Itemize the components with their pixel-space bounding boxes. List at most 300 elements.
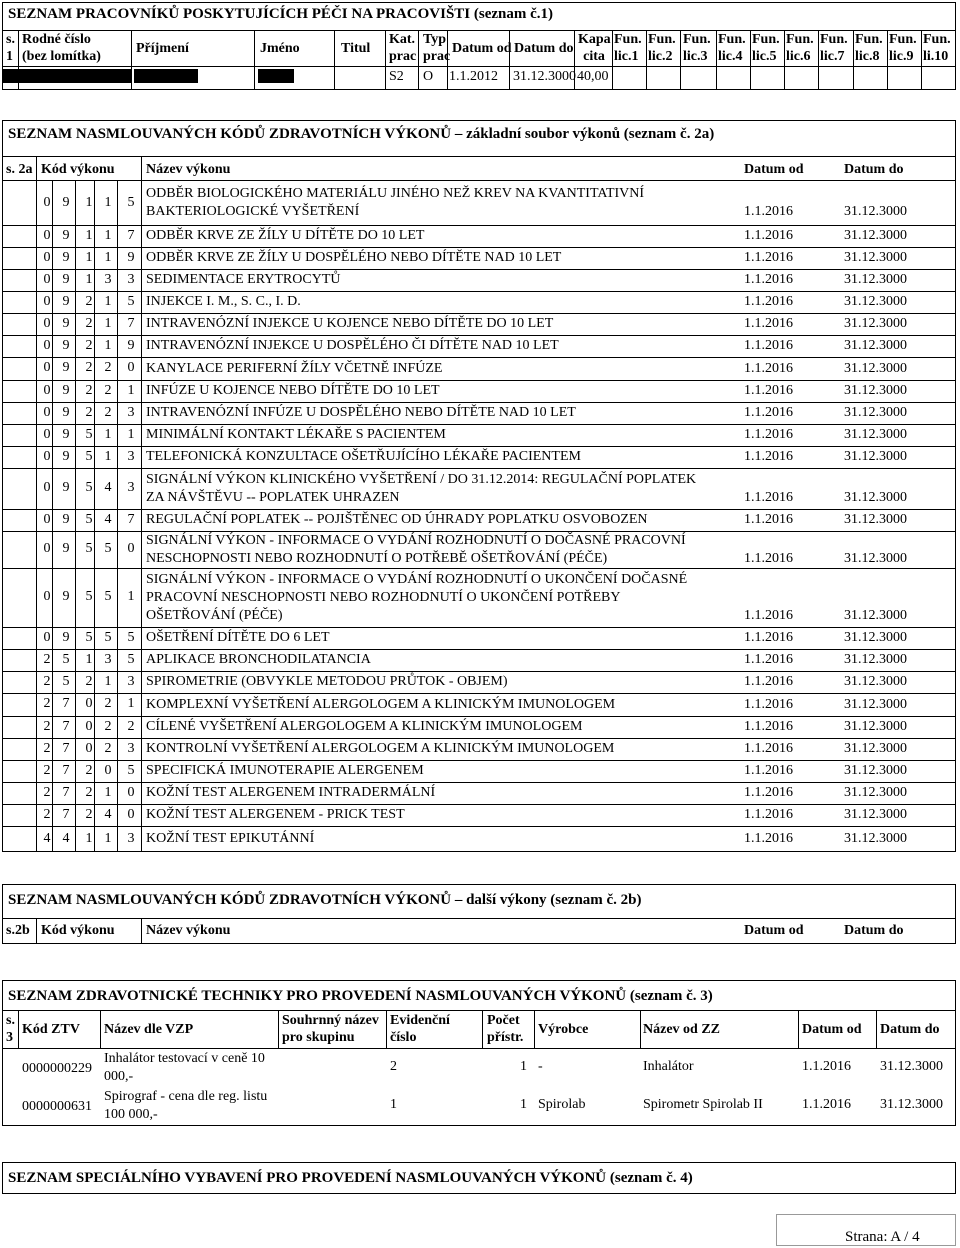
code-digit: 2 [127,719,135,734]
s1-col-line [334,30,335,90]
s3-col-line [278,1010,279,1048]
code-digit: 0 [43,228,51,243]
code-digit-divider [75,649,76,671]
row-typ: O [423,69,434,84]
row-datum-od: 1.1.2016 [744,294,793,309]
code-digit: 1 [104,427,112,442]
row-datum-do: 31.12.3000 [844,551,907,566]
code-digit: 5 [85,512,93,527]
row-divider [2,380,956,381]
col-divider [36,760,37,782]
row-name: KOŽNÍ TEST ALERGENEM INTRADERMÁLNÍ [146,785,436,800]
code-digit: 0 [43,338,51,353]
row-kat: S2 [389,69,404,84]
s3-col-line [640,1010,641,1048]
code-digit: 2 [104,741,112,756]
code-digit: 5 [85,541,93,556]
row-divider [2,247,956,248]
row-datum-do: 31.12.3000 [844,361,907,376]
code-digit: 0 [43,383,51,398]
code-digit-divider [75,738,76,760]
row-datum-do: 31.12.3000 [844,383,907,398]
header-fun-lic-7 [820,31,848,65]
code-digit-divider [117,291,118,313]
header-nazev-zz: Název od ZZ [643,1022,720,1037]
code-digit: 2 [85,785,93,800]
code-digit: 7 [127,316,135,331]
code-digit-divider [117,225,118,247]
lic-label: lic.6 [786,49,811,64]
code-digit: 9 [62,383,70,398]
row-nazev-1: Inhalátor testovací v ceně 10 [104,1051,265,1066]
row-datum-od: 1.1.2016 [744,551,793,566]
code-digit: 5 [85,630,93,645]
row-divider [2,760,956,761]
header-titul: Titul [341,41,371,56]
row-datum-od: 1.1.2016 [744,272,793,287]
row-datum-do: 31.12.3000 [844,250,907,265]
row-divider [2,826,956,827]
row-name: INTRAVENÓZNÍ INJEKCE U DOSPĚLÉHO ČI DÍTĚTE NAD 10 LET [146,338,559,353]
code-digit: 0 [43,541,51,556]
code-digit-divider [117,826,118,852]
code-digit: 2 [43,719,51,734]
col-divider [36,509,37,531]
section-1-title: SEZNAM PRACOVNÍKŮ POSKYTUJÍCÍCH PÉČI NA PRACOVIŠTI (seznam č.1) [8,6,554,22]
code-digit-divider [117,402,118,424]
row-divider [2,693,956,694]
row-datum-od: 1.1.2016 [744,719,793,734]
code-digit: 2 [85,383,93,398]
row-datum-do: 31.12.3000 [844,608,907,623]
s1-col-line [750,30,751,90]
header-datum-od: Datum od [744,162,804,177]
col-divider [36,468,37,509]
code-digit: 5 [85,427,93,442]
code-digit-divider [75,225,76,247]
col-divider [141,738,142,760]
header-fun-lic-10 [923,31,951,65]
code-digit: 0 [43,316,51,331]
row-nazev-1: Spirograf - cena dle reg. listu [104,1089,268,1104]
header-jmeno: Jméno [260,41,300,56]
code-digit: 2 [85,360,93,375]
header-datum-od: Datum od [802,1022,862,1037]
code-digit: 4 [104,512,112,527]
row-divider [2,671,956,672]
s1-col-line [680,30,681,90]
code-digit: 0 [43,272,51,287]
s3-col-line [100,1010,101,1048]
code-digit: 1 [127,589,135,604]
code-digit-divider [117,380,118,402]
s1-col-line [818,30,819,90]
row-divider [2,313,956,314]
col-divider [36,531,37,568]
code-digit-divider [75,693,76,716]
code-digit: 2 [43,763,51,778]
code-digit: 0 [43,589,51,604]
row-kapacita: 40,00 [577,69,609,84]
col-divider [141,468,142,509]
code-digit-divider [117,804,118,826]
lic-label: lic.7 [820,49,845,64]
row-datum-do: 31.12.3000 [844,338,907,353]
row-divider [2,446,956,447]
row-datum-od: 1.1.2016 [744,763,793,778]
col-divider [141,693,142,716]
code-digit: 7 [62,741,70,756]
row-datum-od: 1.1.2012 [449,69,498,84]
code-digit-divider [75,181,76,225]
header-fun-lic-3 [683,31,711,65]
code-digit: 5 [62,674,70,689]
code-digit: 1 [104,316,112,331]
code-digit: 1 [104,195,112,210]
s1-col-line [646,30,647,90]
code-digit-divider [75,380,76,402]
code-digit: 1 [127,696,135,711]
code-digit: 2 [43,785,51,800]
header-datum-od: Datum od [452,41,512,56]
row-name: SPECIFICKÁ IMUNOTERAPIE ALERGENEM [146,763,424,778]
code-digit-divider [117,671,118,693]
col-divider [36,446,37,468]
row-datum-do: 31.12.3000 [844,316,907,331]
row-datum-od: 1.1.2016 [744,405,793,420]
row-divider [2,627,956,628]
col-divider [141,509,142,531]
redacted-rodne-cislo [3,69,131,83]
code-digit: 0 [127,541,135,556]
header-fun-lic-5 [752,31,780,65]
header-datum-do: Datum do [880,1022,940,1037]
col-divider [36,380,37,402]
col-divider [141,181,142,225]
row-divider [2,738,956,739]
row-datum-do: 31.12.3000 [844,807,907,822]
code-digit: 5 [104,589,112,604]
col-divider [36,269,37,291]
col-divider [36,247,37,269]
section-4-title: SEZNAM SPECIÁLNÍHO VYBAVENÍ PRO PROVEDENÍ NASMLOUVANÝCH VÝKONŮ (seznam č. 4) [8,1170,693,1186]
code-digit: 2 [43,696,51,711]
code-digit: 7 [62,785,70,800]
code-digit-divider [117,760,118,782]
code-digit-divider [75,568,76,627]
lic-label: lic.3 [683,49,708,64]
code-digit: 9 [62,272,70,287]
code-digit: 9 [62,360,70,375]
code-digit-divider [117,424,118,446]
code-digit: 9 [62,316,70,331]
code-digit-divider [117,738,118,760]
row-datum-od: 1.1.2016 [744,674,793,689]
fun-label: Fun. [786,32,814,47]
header-nazev: Název výkonu [146,923,231,938]
code-digit: 0 [104,763,112,778]
col-divider [36,568,37,627]
code-digit: 1 [85,228,93,243]
code-digit-divider [117,357,118,380]
row-datum-do: 31.12.3000 [844,674,907,689]
header-pocet: Počet přístr. [487,1013,524,1045]
code-digit-divider [75,424,76,446]
row-datum-od: 1.1.2016 [744,383,793,398]
row-datum-od: 1.1.2016 [744,449,793,464]
header-datum-do: Datum do [514,41,574,56]
col-divider [36,225,37,247]
code-digit: 1 [127,427,135,442]
col-divider [141,649,142,671]
code-digit: 2 [85,763,93,778]
row-datum-od: 1.1.2016 [744,512,793,527]
row-name: CÍLENÉ VYŠETŘENÍ ALERGOLOGEM A KLINICKÝM IMUNOLOGEM [146,719,583,734]
code-digit-divider [117,509,118,531]
code-digit: 0 [43,195,51,210]
code-digit: 3 [127,674,135,689]
code-digit: 3 [127,405,135,420]
redacted-jmeno [258,69,294,83]
code-digit: 2 [104,696,112,711]
header-prijmeni: Příjmení [136,41,189,56]
header-fun-lic-2 [648,31,676,65]
code-digit: 9 [127,338,135,353]
code-digit-divider [75,782,76,804]
code-digit: 0 [43,512,51,527]
fun-label: Fun. [889,32,917,47]
code-digit: 1 [104,785,112,800]
section-2b-title: SEZNAM NASMLOUVANÝCH KÓDŮ ZDRAVOTNÍCH VÝKONŮ – další výkony (seznam č. 2b) [8,892,642,908]
col-divider [36,671,37,693]
col-divider [141,291,142,313]
col-divider [36,693,37,716]
code-digit-divider [117,335,118,357]
row-name: ZA NÁVŠTĚVU -- POPLATEK UHRAZEN [146,490,400,505]
row-name: TELEFONICKÁ KONZULTACE OŠETŘUJÍCÍHO LÉKAŘE PACIENTEM [146,449,581,464]
code-digit: 1 [85,195,93,210]
code-digit-divider [75,269,76,291]
col-divider [141,826,142,852]
header-sn: s. 1 [6,32,15,64]
code-digit: 9 [62,541,70,556]
code-digit: 0 [43,427,51,442]
row-datum-do: 31.12.3000 [844,697,907,712]
row-name: ODBĚR KRVE ZE ŽÍLY U DOSPĚLÉHO NEBO DÍTĚTE NAD 10 LET [146,250,562,265]
row-datum-do: 31.12.3000 [844,490,907,505]
col-divider [36,738,37,760]
code-digit: 5 [85,589,93,604]
code-digit: 0 [127,785,135,800]
code-digit: 0 [43,630,51,645]
row-divider [2,424,956,425]
code-digit-divider [75,446,76,468]
lic-label: lic.9 [889,49,914,64]
code-digit: 5 [127,630,135,645]
row-datum-do: 31.12.3000 [844,630,907,645]
row-divider [2,357,956,358]
code-digit-divider [75,247,76,269]
code-digit: 0 [43,480,51,495]
code-digit-divider [75,357,76,380]
code-digit: 2 [43,674,51,689]
code-digit: 5 [104,541,112,556]
row-divider [2,335,956,336]
code-digit: 2 [43,652,51,667]
row-nazev-zz: Inhalátor [643,1059,694,1074]
col-divider [36,649,37,671]
code-digit: 9 [62,630,70,645]
row-name: KOŽNÍ TEST EPIKUTÁNNÍ [146,831,315,846]
code-digit: 3 [127,272,135,287]
col-divider [141,335,142,357]
redacted-prijmeni [134,69,198,83]
code-digit: 5 [85,480,93,495]
code-digit: 7 [127,512,135,527]
row-datum-do: 31.12.3000 [844,405,907,420]
header-kapacita: Kapa cita [578,32,611,64]
code-digit: 3 [127,480,135,495]
code-digit: 1 [104,831,112,846]
row-divider [2,269,956,270]
fun-label: Fun. [648,32,676,47]
row-evid: 2 [390,1059,397,1074]
fun-label: Fun. [683,32,711,47]
row-name: OŠETŘOVÁNÍ (PÉČE) [146,608,283,623]
code-digit: 1 [104,294,112,309]
code-digit: 4 [62,831,70,846]
code-digit: 1 [85,272,93,287]
section-3-title: SEZNAM ZDRAVOTNICKÉ TECHNIKY PRO PROVEDENÍ NASMLOUVANÝCH VÝKONŮ (seznam č. 3) [8,988,713,1004]
row-datum-od: 1.1.2016 [744,427,793,442]
code-digit: 0 [43,250,51,265]
s3-col-line [798,1010,799,1048]
s1-col-line [385,30,386,90]
s3-col-line [18,1010,19,1048]
code-digit-divider [75,826,76,852]
col-divider [141,402,142,424]
row-divider [2,509,956,510]
code-digit: 2 [85,674,93,689]
lic-label: li.10 [923,49,949,64]
code-digit-divider [75,716,76,738]
code-digit-divider [75,468,76,509]
header-datum-do: Datum do [844,162,904,177]
row-kod-ztv: 0000000631 [22,1099,92,1114]
header-fun-lic-9 [889,31,917,65]
s1-col-line [716,30,717,90]
fun-label: Fun. [820,32,848,47]
fun-label: Fun. [923,32,951,47]
row-name: KANYLACE PERIFERNÍ ŽÍLY VČETNĚ INFÚZE [146,361,443,376]
code-digit-divider [75,402,76,424]
code-digit-divider [117,247,118,269]
code-digit: 0 [85,741,93,756]
code-digit-divider [117,531,118,568]
header-rodne-cislo: Rodné číslo (bez lomítka) [22,32,101,64]
code-digit-divider [75,671,76,693]
header-fun-lic-8 [855,31,883,65]
row-datum-od: 1.1.2016 [744,361,793,376]
code-digit: 2 [85,807,93,822]
lic-label: lic.2 [648,49,673,64]
code-digit: 5 [62,652,70,667]
col-divider [141,627,142,649]
header-typ-prac: Typ prac [423,32,451,64]
row-datum-od: 1.1.2016 [744,316,793,331]
row-name: ODBĚR KRVE ZE ŽÍLY U DÍTĚTE DO 10 LET [146,228,425,243]
row-datum-od: 1.1.2016 [802,1097,851,1112]
code-digit: 9 [62,228,70,243]
row-datum-od: 1.1.2016 [744,785,793,800]
code-digit-divider [117,269,118,291]
code-digit: 9 [62,338,70,353]
code-digit: 1 [104,338,112,353]
s3-col-line [534,1010,535,1048]
header-vyrobce: Výrobce [538,1022,589,1037]
code-digit-divider [75,760,76,782]
row-pocet: 1 [520,1097,527,1112]
col-divider [36,402,37,424]
fun-label: Fun. [855,32,883,47]
col-divider [141,804,142,826]
row-divider [2,716,956,717]
row-divider [2,568,956,569]
row-datum-od: 1.1.2016 [744,228,793,243]
code-digit: 7 [127,228,135,243]
code-digit: 4 [104,807,112,822]
row-datum-do: 31.12.3000 [844,785,907,800]
row-nazev-zz: Spirometr Spirolab II [643,1097,763,1112]
code-digit: 0 [43,405,51,420]
code-digit: 0 [43,294,51,309]
code-digit: 3 [104,652,112,667]
s1-col-line [131,30,132,90]
code-digit: 1 [104,449,112,464]
code-digit: 5 [85,449,93,464]
code-digit-divider [117,468,118,509]
row-name: REGULAČNÍ POPLATEK -- POJIŠTĚNEC OD ÚHRADY POPLATKU OSVOBOZEN [146,512,648,527]
header-datum-od: Datum od [744,923,804,938]
row-evid: 1 [390,1097,397,1112]
row-name: MINIMÁLNÍ KONTAKT LÉKAŘE S PACIENTEM [146,427,446,442]
col-divider [36,424,37,446]
code-digit: 9 [62,250,70,265]
code-digit: 0 [127,807,135,822]
code-digit: 2 [85,294,93,309]
row-datum-do: 31.12.3000 [844,272,907,287]
row-datum-od: 1.1.2016 [744,831,793,846]
row-datum-od: 1.1.2016 [744,652,793,667]
row-nazev-2: 000,- [104,1069,134,1084]
code-digit-divider [117,716,118,738]
col-divider [36,181,37,225]
code-digit-divider [117,693,118,716]
col-divider [141,446,142,468]
code-digit-divider [117,627,118,649]
col-divider [141,760,142,782]
code-digit: 9 [62,195,70,210]
col-divider [141,313,142,335]
code-digit: 1 [85,831,93,846]
col-divider [36,716,37,738]
row-name: KOŽNÍ TEST ALERGENEM - PRICK TEST [146,807,405,822]
code-digit-divider [117,568,118,627]
header-nazev: Název výkonu [146,162,231,177]
code-digit-divider [75,509,76,531]
code-digit: 1 [104,674,112,689]
col-divider [36,335,37,357]
